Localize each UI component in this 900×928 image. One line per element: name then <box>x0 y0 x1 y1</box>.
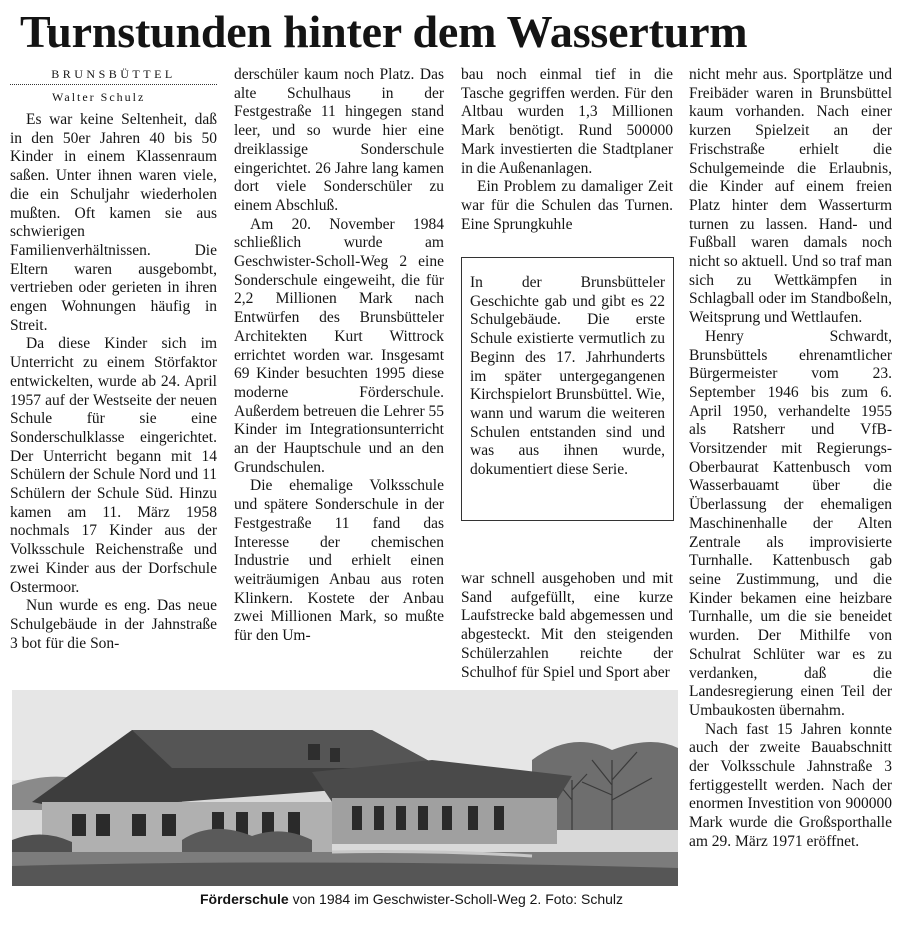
infobox-text: In der Brunsbütteler Geschichte gab und gibt es 22 Schulgebäude. Die erste Schule existierte vermutlich zu Beginn des 17. Jahrhunderts im später untergegangenen Kirchspielort Brunsbüttel. Wie, wann und warum die weiteren Schulen entstanden sind und was aus ihnen wurde, dokumentiert diese Serie. <box>470 274 665 479</box>
author-byline <box>10 89 217 105</box>
col1-paragraph: Nun wurde es eng. Das neue Schulgebäude in der Jahnstraße 3 bot für die Son- <box>10 597 217 652</box>
col3-paragraph: war schnell ausgehoben und mit Sand aufgefüllt, eine kurze Laufstrecke bald abgemessen und abgesteckt. Mit den steigenden Schülerzahlen reichte der Schulhof für Spiel und Sport aber <box>461 570 673 681</box>
col2-paragraph: derschüler kaum noch Platz. Das alte Schulhaus in der Festgestraße 11 hingegen stand leer, und so wurde hier eine dreiklassige Sonderschule eingerichtet. 26 Jahre lang kamen dort viele Sonderschüler zu einem Abschluß. <box>234 66 444 214</box>
photo-caption <box>200 889 680 909</box>
caption-title: Förderschule <box>200 891 289 907</box>
col2-paragraph: Die ehemalige Volksschule und spätere Sonderschule in der Festgestraße 11 fand das Interesse der chemischen Industrie und erhielt einen weiträumigen Anbau aus roten Klinkern. Kostete der Anbau zwei Millionen Mark, so mußte für den Um- <box>234 477 444 645</box>
col2-paragraph: Am 20. November 1984 schließlich wurde am Geschwister-Scholl-Weg 2 eine Sonderschule eingeweiht, die für 2,2 Millionen Mark nach Entwürfen des Brunsbütteler Architekten Kurt Wittrock errichtet worden war. Insgesamt 69 Kinder besuchten 1995 diese moderne Förderschule. Außerdem betreuen die Lehrer 55 Kinder im Integrationsunterricht an der Hauptschule und an den Grundschulen. <box>234 215 444 476</box>
col4-paragraph: nicht mehr aus. Sportplätze und Freibäder waren in Brunsbüttel kaum vorhanden. Nach einer kurzen Spielzeit an der Frischstraße erhielt die Schulgemeinde die Erlaubnis, die Kinder auf einem freien Platz hinter dem Wasserturm turnen zu lassen. Hand- und Fußball waren damals noch nicht so aktuell. Und so traf man sich zu Wettkämpfen in Schlagball oder im Standboßeln, Weitsprung und Wettlaufen. <box>689 66 892 327</box>
author-name: Walter Schulz <box>52 90 146 104</box>
col1-paragraph: Es war keine Seltenheit, daß in den 50er Jahren 40 bis 50 Kinder in einem Klassenraum saßen. Unter ihnen waren viele, die ein Schuljahr wiederholen mußten. Oft kamen sie aus schwierigen Familienverhältnissen. Die Eltern waren ausgebombt, vertrieben oder gerieten in ihren engen Wohnungen häufig in Streit. <box>10 111 217 334</box>
column-1 <box>10 66 217 686</box>
headline: Turnstunden hinter dem Wasserturm <box>20 6 748 57</box>
column-2 <box>234 66 444 686</box>
series-infobox <box>461 257 674 521</box>
photo-illustration <box>12 690 678 886</box>
col4-paragraph: Nach fast 15 Jahren konnte auch der zweite Bauabschnitt der Volksschule Jahnstraße 3 fertiggestellt werden. Nach der enormen Investition von 900000 Mark wurde die Großsporthalle am 29. März 1971 eröffnet. <box>689 720 892 850</box>
kicker-divider <box>10 84 217 85</box>
column-4 <box>689 66 892 912</box>
column-3-bottom <box>461 570 673 686</box>
school-building-photo <box>12 690 678 886</box>
col3-paragraph: bau noch einmal tief in die Tasche gegriffen werden. Für den Altbau wurden 1,3 Millionen Mark benötigt. Rund 500000 Mark investierten die Stadtplaner in die Außenanlagen. <box>461 66 673 177</box>
caption-text: von 1984 im Geschwister-Scholl-Weg 2. Foto: Schulz <box>288 891 624 907</box>
column-3-top <box>461 66 673 248</box>
col4-paragraph: Henry Schwardt, Brunsbüttels ehrenamtlicher Bürgermeister vom 23. September 1946 bis zum 6. April 1950, verhandelte 1955 als Ratsherr und VfB-Vorsitzender mit Regierungs-Oberbaurat Kattenbusch vom Wasserbauamt über die Überlassung der ehemaligen Maschinenhalle der Alten Zentrale als improvisierte Turnhalle. Kattenbusch gab seine Zustimmung, und die Kinder bekamen eine heizbare Turnhalle, um die sie beneidet wurden. Der Mithilfe von Schulrat Schlüter war es zu verdanken, daß die Landesregierung einen Teil der Umbaukosten übernahm. <box>689 327 892 719</box>
col1-paragraph: Da diese Kinder sich im Unterricht zu einem Störfaktor entwickelten, wurde ab 24. April 1957 auf der Westseite der neuen Schule für sie eine Sonderschulklasse eingerichtet. Der Unterricht begann mit 14 Schülern der Schule Nord und 11 Schülern der Schule Süd. Hinzu kamen am 11. März 1958 nochmals 17 Kinder aus der Volksschule Reichenstraße und zwei Kinder aus der Dorfschule Ostermoor. <box>10 335 217 596</box>
col3-paragraph: Ein Problem zu damaliger Zeit war für die Schulen das Turnen. Eine Sprungkuhle <box>461 178 673 233</box>
location-kicker: BRUNSBÜTTEL <box>51 67 176 81</box>
